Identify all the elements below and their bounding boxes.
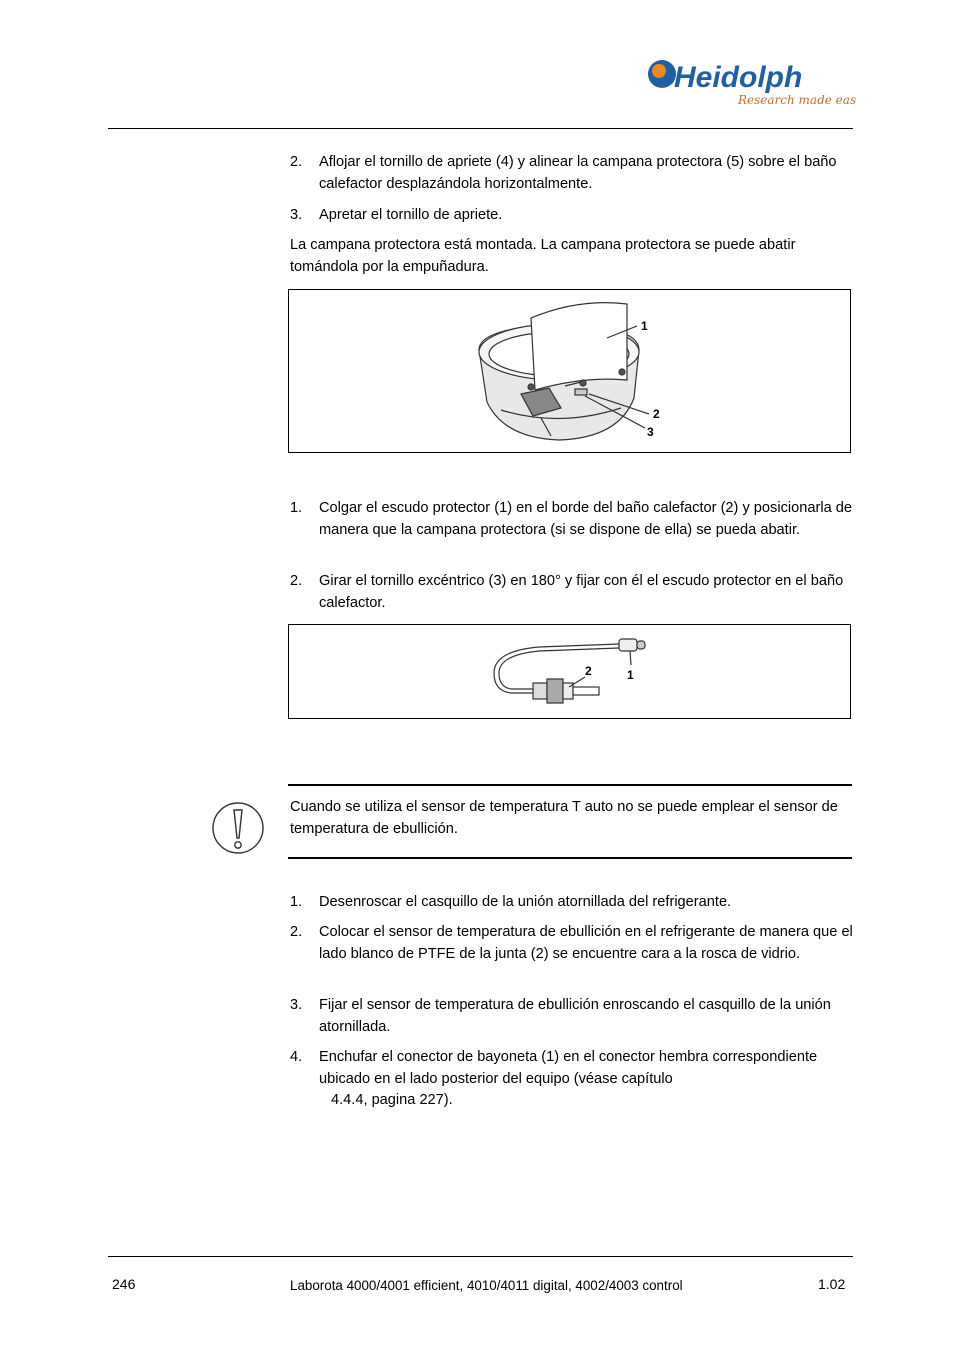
chapter-reference: 4.4.4, pagina 227). [331, 1092, 453, 1108]
figure-label: 1 [641, 319, 648, 333]
hood-illustration [289, 290, 850, 452]
figure-label: 2 [653, 407, 660, 421]
figure-temperature-sensor [288, 624, 851, 719]
step-number: 3. [290, 207, 303, 223]
figure-label: 3 [647, 425, 654, 439]
step-number: 2. [290, 154, 303, 170]
step-text: Fijar el sensor de temperatura de ebullición enroscando el casquillo de la unión atornillada. [319, 997, 831, 1035]
step-text: Colgar el escudo protector (1) en el borde del baño calefactor (2) y posicionarla de manera que la campana protectora (si se dispone de ella) se pueda abatir. [319, 500, 852, 538]
step-text: Colocar el sensor de temperatura de ebullición en el refrigerante de manera que el lado blanco de PTFE de la junta (2) se encuentre cara a la rosca de vidrio. [319, 924, 853, 962]
page-number: 246 [112, 1276, 136, 1292]
note-rule-top [288, 784, 852, 786]
step-item [290, 922, 855, 965]
step-item [290, 995, 855, 1038]
step-number: 3. [290, 997, 303, 1013]
step-number: 1. [290, 894, 303, 910]
heidolph-logo [644, 54, 856, 112]
note-text: Cuando se utiliza el sensor de temperatura T auto no se puede emplear el sensor de temperatura de ebullición. [290, 799, 838, 837]
note-rule-bottom [288, 857, 852, 859]
step-item [290, 498, 855, 541]
figure-label: 1 [627, 668, 634, 682]
footer-version: 1.02 [818, 1276, 846, 1292]
header-rule [108, 128, 853, 129]
step-text: Desenroscar el casquillo de la unión atornillada del refrigerante. [319, 894, 732, 910]
step-number: 2. [290, 573, 303, 589]
step-text: Enchufar el conector de bayoneta (1) en el conector hembra correspondiente ubicado en el lado posterior del equipo (véase capítulo [319, 1049, 818, 1087]
step-number: 4. [290, 1049, 303, 1065]
step-text: Girar el tornillo excéntrico (3) en 180° y fijar con él el escudo protector en el baño calefactor. [319, 573, 844, 611]
footer-rule [108, 1256, 853, 1257]
figure-protective-hood [288, 289, 851, 453]
sensor-illustration [289, 625, 850, 718]
footer-product: Laborota 4000/4001 efficient, 4010/4011 digital, 4002/4003 control [290, 1278, 683, 1293]
logo-wordmark: Heidolph [674, 61, 803, 94]
exclamation-icon [209, 800, 267, 856]
step-item [290, 571, 855, 614]
step-item [290, 152, 855, 195]
step-number: 1. [290, 500, 303, 516]
step-item [290, 205, 855, 227]
paragraph: La campana protectora está montada. La campana protectora se puede abatir tomándola por la empuñadura. [290, 237, 796, 275]
step-text: Aflojar el tornillo de apriete (4) y alinear la campana protectora (5) sobre el baño calefactor desplazándola horizontalmente. [319, 154, 837, 192]
figure-label: 2 [585, 664, 592, 678]
logo-tagline: Research made easy [738, 93, 856, 107]
step-item [290, 1047, 855, 1112]
step-number: 2. [290, 924, 303, 940]
step-item [290, 892, 855, 914]
step-text: Apretar el tornillo de apriete. [319, 207, 503, 223]
